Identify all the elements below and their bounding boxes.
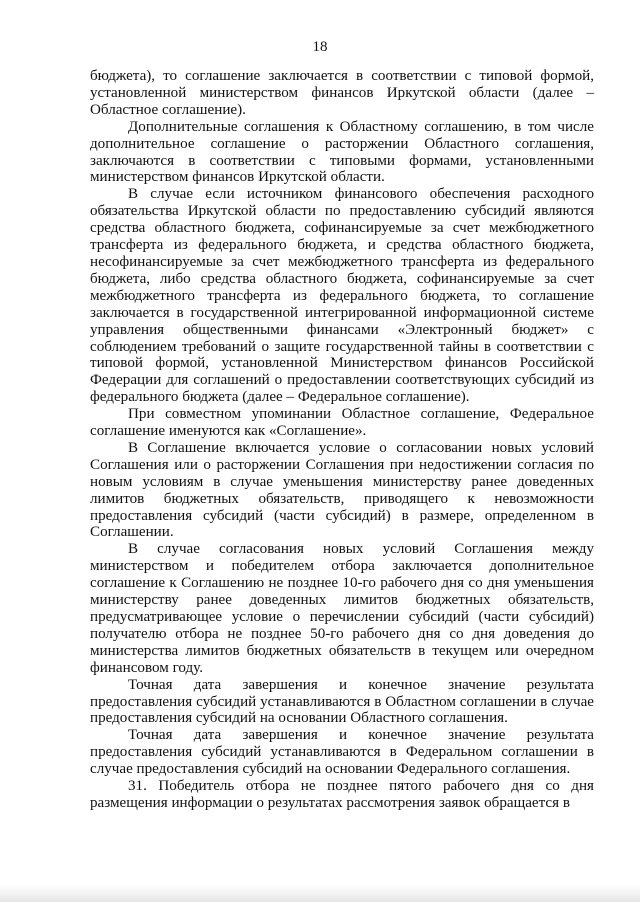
paragraph-6: В случае согласования новых условий Соглашения между министерством и победителем отбора заключается дополнительное соглашение к Соглашению не позднее 10-го рабочего дня со дня уменьшения министерству ранее доведенных лимитов бюджетных обязательств, предусматривающее условие о перечислении субсидий (части субсидий) получателю отбора не позднее 50-го рабочего дня со дня доведения до министерства лимитов бюджетных обязательств в текущем или очередном финансовом году. [90,541,594,676]
paragraph-8: Точная дата завершения и конечное значение результата предоставления субсидий устанавливаются в Федеральном соглашении в случае предоставления субсидий на основании Федерального соглашения. [90,727,594,778]
document-body [90,68,594,812]
paragraph-4: При совместном упоминании Областное соглашение, Федеральное соглашение именуются как «Соглашение». [90,406,594,440]
paragraph-2: Дополнительные соглашения к Областному соглашению, в том числе дополнительное соглашение о расторжении Областного соглашения, заключаются в соответствии с типовыми формами, установленными министерством финансов Иркутской области. [90,118,594,186]
paragraph-5: В Соглашение включается условие о согласовании новых условий Соглашения или о расторжении Соглашения при недостижении согласия по новым условиям в случае уменьшения министерству ранее доведенных лимитов бюджетных обязательств, приводящего к невозможности предоставления субсидий (части субсидий) в размере, определенном в Соглашении. [90,439,594,541]
page-number: 18 [312,39,328,55]
paragraph-7: Точная дата завершения и конечное значение результата предоставления субсидий устанавливаются в Областном соглашении в случае предоставления субсидий на основании Областного соглашения. [90,676,594,727]
scan-bottom-edge [0,884,640,902]
paragraph-9: 31. Победитель отбора не позднее пятого рабочего дня со дня размещения информации о результатах рассмотрения заявок обращается в [90,778,594,811]
paragraph-1: бюджета), то соглашение заключается в соответствии с типовой формой, установленной министерством финансов Иркутской области (далее – Областное соглашение). [90,68,594,118]
paragraph-3: В случае если источником финансового обеспечения расходного обязательства Иркутской области по предоставлению субсидий являются средства областного бюджета, софинансируемые за счет межбюджетного трансферта из федерального бюджета, и средства областного бюджета, несофинансируемые за счет межбюджетного трансферта из федерального бюджета, либо средства областного бюджета, софинансируемые за счет межбюджетного трансферта из федерального бюджета, то соглашение заключается в государственной интегрированной информационной системе управления общественными финансами «Электронный бюджет» с соблюдением требований о защите государственной тайны в соответствии с типовой формой, установленной Министерством финансов Российской Федерации для соглашений о предоставлении соответствующих субсидий из федерального бюджета (далее – Федеральное соглашение). [90,186,594,406]
